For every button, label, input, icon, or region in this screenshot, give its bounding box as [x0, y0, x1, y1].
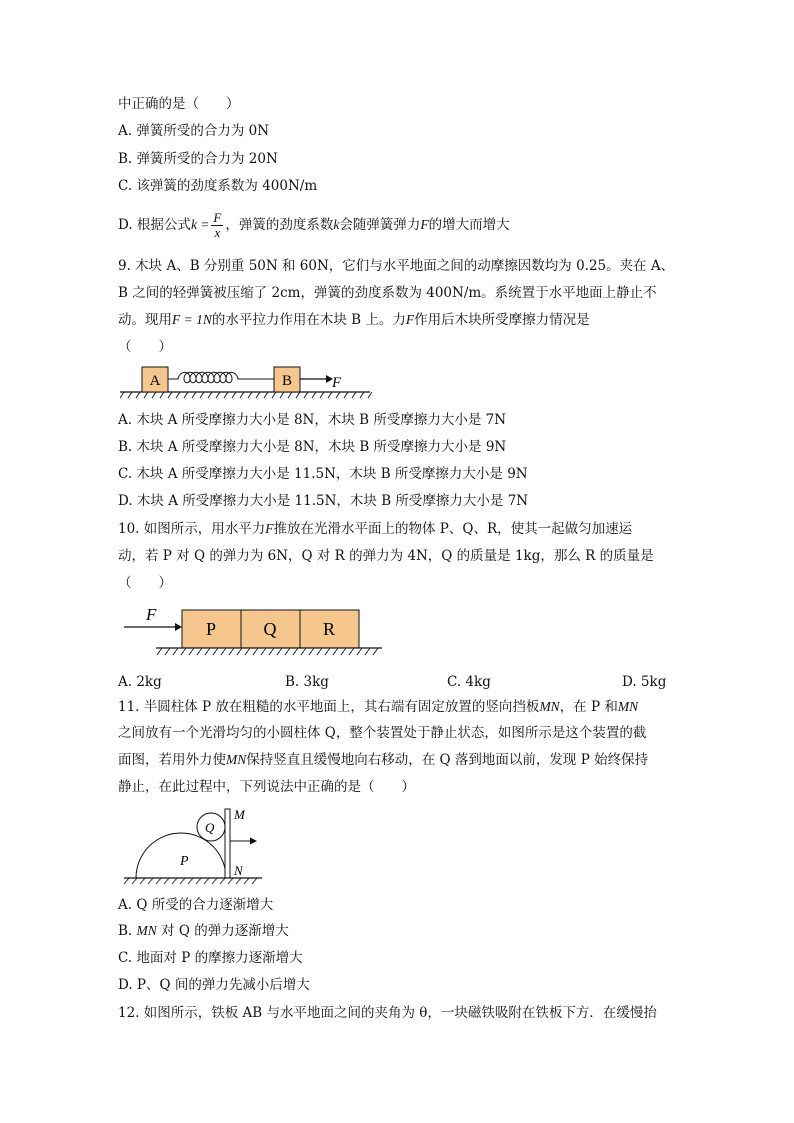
q10-force-arrow-head — [175, 623, 182, 631]
q8-formula-lhs: k = — [190, 217, 210, 232]
q11-option-c: C. 地面对 P 的摩擦力逐渐增大 — [118, 950, 303, 966]
q8-option-c: C. 该弹簧的劲度系数为 400N/m — [118, 178, 318, 194]
q8-option-b: B. 弹簧所受的合力为 20N — [118, 151, 278, 167]
q10-option-b: B. 3kg — [285, 674, 329, 690]
q8-option-d-prefix: D. 根据公式 — [118, 217, 191, 233]
q11-stem-line2: 之间放有一个光滑均匀的小圆柱体 Q，整个装置处于静止状态，如图所示是这个装置的截 — [118, 725, 647, 741]
q10-stem-line2: 动，若 P 对 Q 的弹力为 6N，Q 对 R 的弹力为 4N，Q 的质量是 1kg，那么 R 的质量是 — [118, 548, 654, 564]
q9-stem-line2: B 之间的轻弹簧被压缩了 2cm，弹簧的劲度系数为 400N/m。系统置于水平地面上静止不 — [118, 285, 657, 301]
q12-stem-line1: 12. 如图所示，铁板 AB 与水平地面之间的夹角为 θ，一块磁铁吸附在铁板下方．在缓慢抬 — [118, 1005, 657, 1021]
q8-symbol-k: k — [333, 217, 340, 232]
q10-option-d: D. 5kg — [622, 674, 667, 690]
q11-option-b — [118, 922, 289, 940]
q9-answer-paren: （ ） — [118, 339, 172, 355]
q9-spring-block-figure — [120, 362, 380, 402]
q9-stem-line1: 9. 木块 A、B 分别重 50N 和 60N，它们与水平地面之间的动摩擦因数均为 0.25。夹在 A、 — [118, 258, 675, 274]
q8-fraction-numerator: F — [213, 210, 222, 225]
q8-fraction-denominator: x — [214, 225, 221, 240]
q8-symbol-f: F — [420, 217, 429, 232]
q9-force-label: F — [332, 375, 342, 391]
q9-block-b-label: B — [281, 373, 293, 389]
q9-option-a: A. 木块 A 所受摩擦力大小是 8N，木块 B 所受摩擦力大小是 7N — [118, 412, 507, 428]
q10-line1-text-a: 10. 如图所示，用水平力 — [118, 521, 266, 537]
q10-block-p-label: P — [205, 619, 217, 639]
q8-option-d — [118, 207, 510, 243]
q9-option-b: B. 木块 A 所受摩擦力大小是 8N，木块 B 所受摩擦力大小是 9N — [118, 439, 507, 455]
q9-symbol-f: F — [405, 312, 415, 327]
q10-symbol-f: F — [265, 521, 274, 536]
q11-line1-text-b: ，在 P 和 — [559, 699, 618, 715]
q11-move-arrow-head — [250, 838, 257, 845]
q10-option-c: C. 4kg — [447, 674, 491, 690]
q11-line3-text-b: 保持竖直且缓慢地向右移动，在 Q 落到地面以前，发现 P 始终保持 — [246, 752, 649, 768]
q9-line3-text-b: 的水平拉力作用在木块 B 上。力 — [211, 312, 406, 328]
q9-option-d: D. 木块 A 所受摩擦力大小是 11.5N，木块 B 所受摩擦力大小是 7N — [118, 493, 529, 509]
q9-line3-text-a: 动。现用 — [118, 312, 172, 328]
q8-option-d-text-a: ，弹簧的劲度系数 — [225, 217, 334, 233]
q11-option-b-suffix: 对 Q 的弹力逐渐增大 — [156, 923, 289, 939]
q10-block-r-label: R — [322, 619, 336, 639]
q10-option-a: A. 2kg — [118, 674, 162, 690]
q10-block-q-label: Q — [263, 619, 277, 639]
q9-line3-text-c: 作用后木块所受摩擦力情况是 — [414, 312, 590, 328]
q10-pqr-figure — [120, 600, 390, 662]
q11-board-mn — [225, 809, 230, 878]
q11-option-d: D. P、Q 间的弹力先减小后增大 — [118, 977, 310, 993]
q11-symbol-mn-3: MN — [226, 752, 247, 767]
q10-stem-line1 — [118, 520, 632, 538]
q11-line1-text-a: 11. 半圆柱体 P 放在粗糙的水平地面上，其右端有固定放置的竖向挡板 — [118, 699, 540, 715]
q11-semicylinder-figure — [122, 803, 272, 888]
q9-option-c: C. 木块 A 所受摩擦力大小是 11.5N，木块 B 所受摩擦力大小是 9N — [118, 466, 528, 482]
q8-option-a: A. 弹簧所受的合力为 0N — [118, 123, 270, 139]
q11-label-n: N — [234, 863, 243, 878]
q11-option-a: A. Q 所受的合力逐渐增大 — [118, 897, 274, 913]
q11-symbol-mn: MN — [539, 699, 560, 714]
q11-stem-line1 — [118, 698, 638, 716]
q11-label-m: M — [234, 807, 245, 822]
q10-answer-paren: （ ） — [118, 575, 172, 591]
q11-stem-line4: 静止，在此过程中，下列说法中正确的是（ ） — [118, 779, 415, 795]
q11-stem-line3 — [118, 751, 648, 769]
q9-ground-hatching — [120, 392, 372, 398]
q10-force-label: F — [146, 605, 157, 624]
q11-ground-hatching — [124, 878, 257, 884]
q11-line3-text-a: 面图，若用外力使 — [118, 752, 226, 768]
q11-label-p: P — [180, 854, 189, 869]
q10-line1-text-b: 推放在光滑水平面上的物体 P、Q、R，使其一起做匀加速运 — [273, 521, 633, 537]
q8-option-d-text-b: 会随弹簧弹力 — [339, 217, 421, 233]
q11-option-b-mn: MN — [136, 923, 157, 938]
q11-symbol-mn-2: MN — [617, 699, 639, 714]
q8-formula-fraction — [211, 211, 223, 240]
q11-label-q: Q — [205, 820, 215, 835]
q10-ground-hatching — [157, 648, 378, 655]
q9-stem-line3 — [118, 311, 590, 329]
q9-block-a-label: A — [149, 373, 161, 389]
q8-stem-tail: 中正确的是（ ） — [118, 96, 240, 112]
q8-option-d-text-c: 的增大而增大 — [428, 217, 510, 233]
q11-option-b-prefix: B. — [118, 923, 137, 939]
q9-force-formula: F = 1N — [172, 312, 212, 327]
q9-spring — [168, 372, 274, 383]
